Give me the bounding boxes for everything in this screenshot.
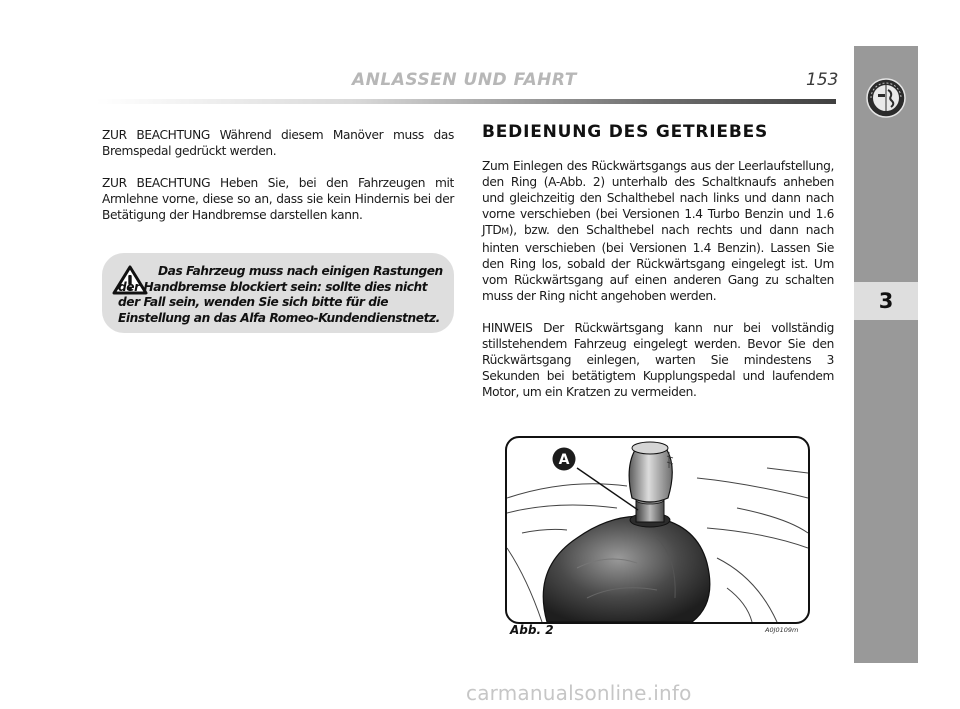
watermark: carmanualsonline.info: [466, 681, 692, 705]
note-paragraph: ZUR BEACHTUNG Während diesem Manöver muss das Bremspedal gedrückt werden.: [102, 128, 454, 158]
body-text: ), bzw. den Schalthebel nach rechts und dann nach hinten verschieben (bei Versionen 1.4 Benzin). Lassen Sie den Ring los, sobald der Rückwärtsgang eingelegt ist. Um vom Rückwärtsgang auf einen anderen Gang zu schalten muss der Ring nicht angehoben werden.: [482, 223, 834, 303]
note-paragraph: ZUR BEACHTUNG Heben Sie, bei den Fahrzeugen mit Armlehne vorne, diese so an, dass sie kein Hindernis bei der Betätigung der Handbremse darstellen kann.: [102, 176, 454, 222]
chapter-tab[interactable]: 3: [854, 282, 918, 320]
header-rule: [96, 99, 836, 104]
body-paragraph: HINWEIS Der Rückwärtsgang kann nur bei vollständig stillstehendem Fahrzeug eingelegt werden. Bevor Sie den Rückwärtsgang einlegen, warten Sie mindestens 3 Sekunden bei betätigtem Kupplungspedal und laufendem Motor, um ein Kratzen zu vermeiden.: [482, 321, 834, 399]
callout-label: A: [558, 452, 570, 468]
body-paragraph: [482, 158, 834, 304]
left-column: [102, 127, 454, 239]
page-header-title: ANLASSEN UND FAHRT: [352, 70, 577, 90]
sidebar-badge: [854, 73, 918, 123]
figure-code: A0J0109m: [765, 626, 799, 634]
warning-text: Das Fahrzeug muss nach einigen Rastungen der Handbremse blockiert sein: sollte dies nicht der Fall sein, wenden Sie sich bitte für die Einstellung an das Alfa Romeo-Kundendienstnetz.: [118, 264, 443, 325]
chapter-sidebar: [854, 46, 918, 663]
figure-frame: [505, 436, 810, 624]
figure-caption: Abb. 2: [510, 623, 554, 637]
body-text-small-caps: M: [501, 227, 509, 237]
section-heading: BEDIENUNG DES GETRIEBES: [482, 122, 769, 142]
alfa-romeo-badge-icon: [865, 77, 907, 119]
body-text: Zum Einlegen des Rückwärtsgangs aus der Leerlaufstellung, den Ring (A-Abb. 2) unterhalb des Schaltknaufs anheben und gleichzeitig den Schalthebel nach links und dann nach vorne verschieben (bei Versionen 1.4 Turbo Benzin und 1.6 JTD: [482, 159, 834, 237]
right-column: [482, 124, 834, 416]
page-number: 153: [806, 70, 839, 90]
gear-shift-illustration: [507, 438, 808, 622]
warning-box: [102, 253, 454, 333]
